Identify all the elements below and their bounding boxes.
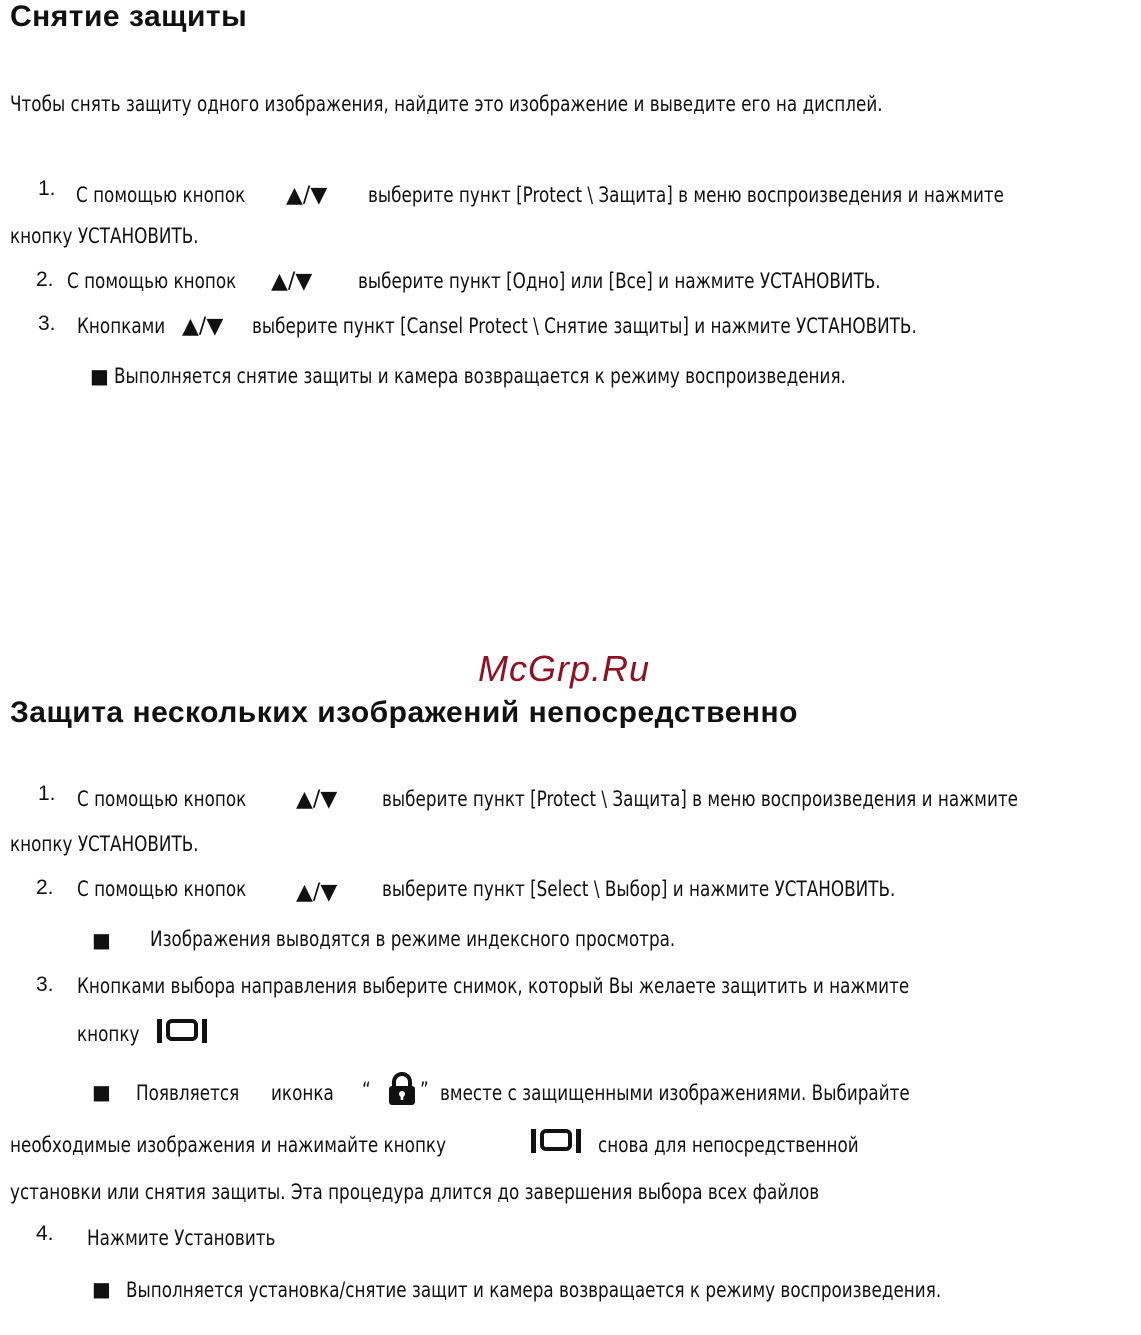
s2-note2: Изображения выводятся в режиме индексного просмотра. — [150, 927, 676, 951]
s2-step1-number: 1. — [38, 782, 56, 805]
bullet-icon: ■ — [90, 364, 109, 388]
s1-step1-pre: С помощью кнопок — [76, 183, 246, 207]
s2-step1-cont: кнопку УСТАНОВИТЬ. — [10, 832, 199, 856]
s1-step2-number: 2. — [36, 268, 54, 291]
s2-note3-line3: установки или снятия защиты. Эта процедура длится до завершения выбора всех файлов — [10, 1180, 820, 1204]
s2-note3-close-quote: ” — [420, 1078, 429, 1102]
s2-step4-number: 4. — [36, 1222, 54, 1245]
watermark: McGrp.Ru — [478, 648, 651, 689]
bullet-icon: ■ — [92, 1080, 111, 1104]
up-down-arrows-icon: ▲/▼ — [182, 314, 224, 339]
s2-note3-open-quote: “ — [362, 1078, 371, 1102]
s1-step1-number: 1. — [38, 177, 56, 200]
s2-step2-number: 2. — [36, 876, 54, 899]
up-down-arrows-icon: ▲/▼ — [271, 269, 313, 294]
s1-note: Выполняется снятие защиты и камера возвращается к режиму воспроизведения. — [114, 364, 846, 388]
lock-icon — [386, 1072, 418, 1106]
s2-step2-pre: С помощью кнопок — [77, 877, 247, 901]
s2-step1-pre: С помощью кнопок — [77, 787, 247, 811]
s2-note3-line2b: снова для непосредственной — [598, 1133, 859, 1157]
s1-step1-post: выберите пункт [Protect \ Защита] в меню воспроизведения и нажмите — [368, 183, 1005, 207]
section2-title: Защита нескольких изображений непосредственно — [10, 696, 798, 729]
s2-note3-c: вместе с защищенными изображениями. Выбирайте — [440, 1081, 910, 1105]
s2-step1-post: выберите пункт [Protect \ Защита] в меню воспроизведения и нажмите — [382, 787, 1019, 811]
s2-step3-number: 3. — [36, 973, 54, 996]
section1-title: Снятие защиты — [10, 0, 248, 33]
section1-intro: Чтобы снять защиту одного изображения, найдите это изображение и выведите его на дисплей. — [10, 92, 883, 116]
s2-step4-text: Нажмите Установить — [87, 1226, 276, 1250]
s1-step1-cont: кнопку УСТАНОВИТЬ. — [10, 224, 199, 248]
s2-step3-text: Кнопками выбора направления выберите снимок, который Вы желаете защитить и нажмите — [77, 974, 910, 998]
s1-step3-post: выберите пункт [Cansel Protect \ Снятие защиты] и нажмите УСТАНОВИТЬ. — [252, 314, 917, 338]
up-down-arrows-icon: ▲/▼ — [286, 183, 328, 208]
up-down-arrows-icon: ▲/▼ — [296, 880, 338, 905]
s2-step2-post: выберите пункт [Select \ Выбор] и нажмите УСТАНОВИТЬ. — [382, 877, 896, 901]
playback-button-icon — [530, 1126, 586, 1156]
s2-note4: Выполняется установка/снятие защит и камера возвращается к режиму воспроизведения. — [126, 1278, 942, 1302]
bullet-icon: ■ — [92, 928, 111, 952]
s2-note3-a: Появляется — [136, 1081, 240, 1105]
s1-step3-pre: Кнопками — [77, 314, 166, 338]
s1-step2-pre: С помощью кнопок — [67, 269, 237, 293]
bullet-icon: ■ — [92, 1277, 111, 1301]
s2-note3-line2a: необходимые изображения и нажимайте кнопку — [10, 1133, 447, 1157]
up-down-arrows-icon: ▲/▼ — [296, 787, 338, 812]
playback-button-icon — [156, 1016, 212, 1046]
s2-note3-b: иконка — [271, 1081, 334, 1105]
s1-step2-post: выберите пункт [Одно] или [Все] и нажмите УСТАНОВИТЬ. — [358, 269, 881, 293]
s2-step3-cont: кнопку — [77, 1022, 140, 1046]
s1-step3-number: 3. — [38, 312, 56, 335]
